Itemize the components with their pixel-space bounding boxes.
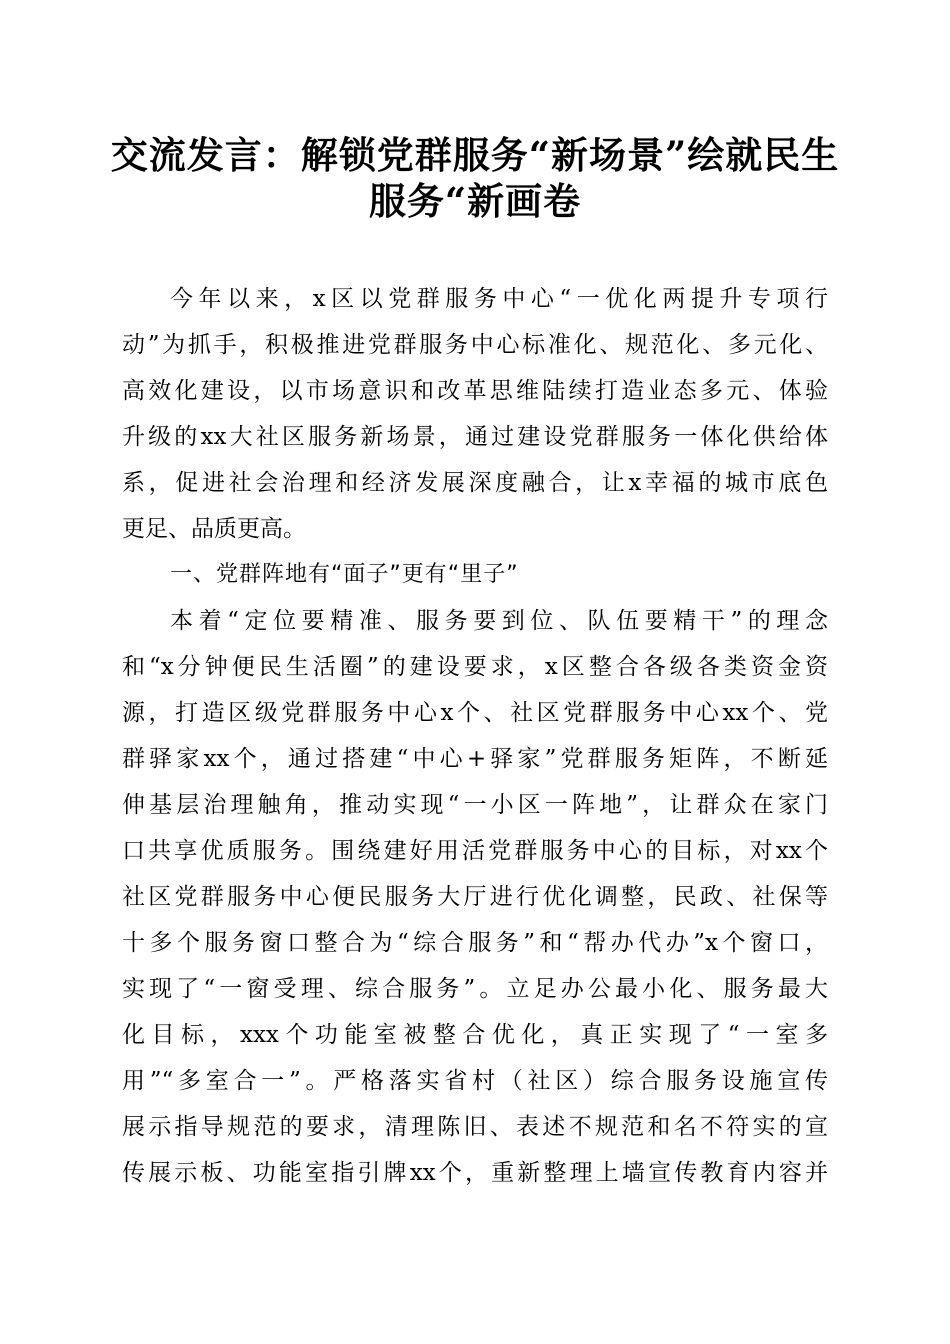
paragraph-line: 更足、品质更高。: [122, 516, 306, 542]
document-body: [122, 276, 828, 1196]
document-title: [100, 132, 850, 224]
section-1-paragraph: [122, 598, 828, 1196]
paragraph-line: 系，促进社会治理和经济发展深度融合，让x幸福的城市底色: [122, 470, 828, 496]
paragraph-line: 口共享优质服务。围绕建好用活党群服务中心的目标，对xx个: [122, 838, 828, 864]
paragraph-line: 高效化建设，以市场意识和改革思维陆续打造业态多元、体验: [122, 378, 828, 404]
paragraph-line: 源，打造区级党群服务中心x个、社区党群服务中心xx个、党: [122, 700, 828, 726]
intro-paragraph: [122, 276, 828, 552]
paragraph-line: 社区党群服务中心便民服务大厅进行优化调整，民政、社保等: [122, 884, 828, 910]
paragraph-line: 升级的xx大社区服务新场景，通过建设党群服务一体化供给体: [122, 424, 828, 450]
paragraph-line: 和“x分钟便民生活圈”的建设要求，x区整合各级各类资金资: [122, 654, 828, 680]
section-heading: 一、党群阵地有“面子”更有“里子”: [170, 562, 519, 587]
paragraph-line: 群驿家xx个，通过搭建“中心+驿家”党群服务矩阵，不断延: [122, 746, 828, 772]
paragraph-line: 用”“多室合一”。严格落实省村（社区）综合服务设施宣传: [122, 1068, 828, 1094]
paragraph-line: 本着“定位要精准、服务要到位、队伍要精干”的理念: [170, 608, 828, 634]
title-line-2: 服务“新画卷: [368, 179, 582, 223]
paragraph-line: 动”为抓手，积极推进党群服务中心标准化、规范化、多元化、: [122, 332, 828, 358]
paragraph-line: 化目标，xxx个功能室被整合优化，真正实现了“一室多: [122, 1022, 828, 1048]
paragraph-line: 实现了“一窗受理、综合服务”。立足办公最小化、服务最大: [122, 976, 828, 1002]
title-line-1: 交流发言：解锁党群服务“新场景”绘就民生: [110, 133, 840, 177]
paragraph-line: 展示指导规范的要求，清理陈旧、表述不规范和名不符实的宣: [122, 1114, 828, 1140]
paragraph-line: 传展示板、功能室指引牌xx个，重新整理上墙宣传教育内容并: [122, 1160, 828, 1186]
paragraph-line: 十多个服务窗口整合为“综合服务”和“帮办代办”x个窗口，: [122, 930, 828, 956]
paragraph-line: 今年以来，x区以党群服务中心“一优化两提升专项行: [170, 286, 828, 312]
paragraph-line: 伸基层治理触角，推动实现“一小区一阵地”，让群众在家门: [122, 792, 828, 818]
